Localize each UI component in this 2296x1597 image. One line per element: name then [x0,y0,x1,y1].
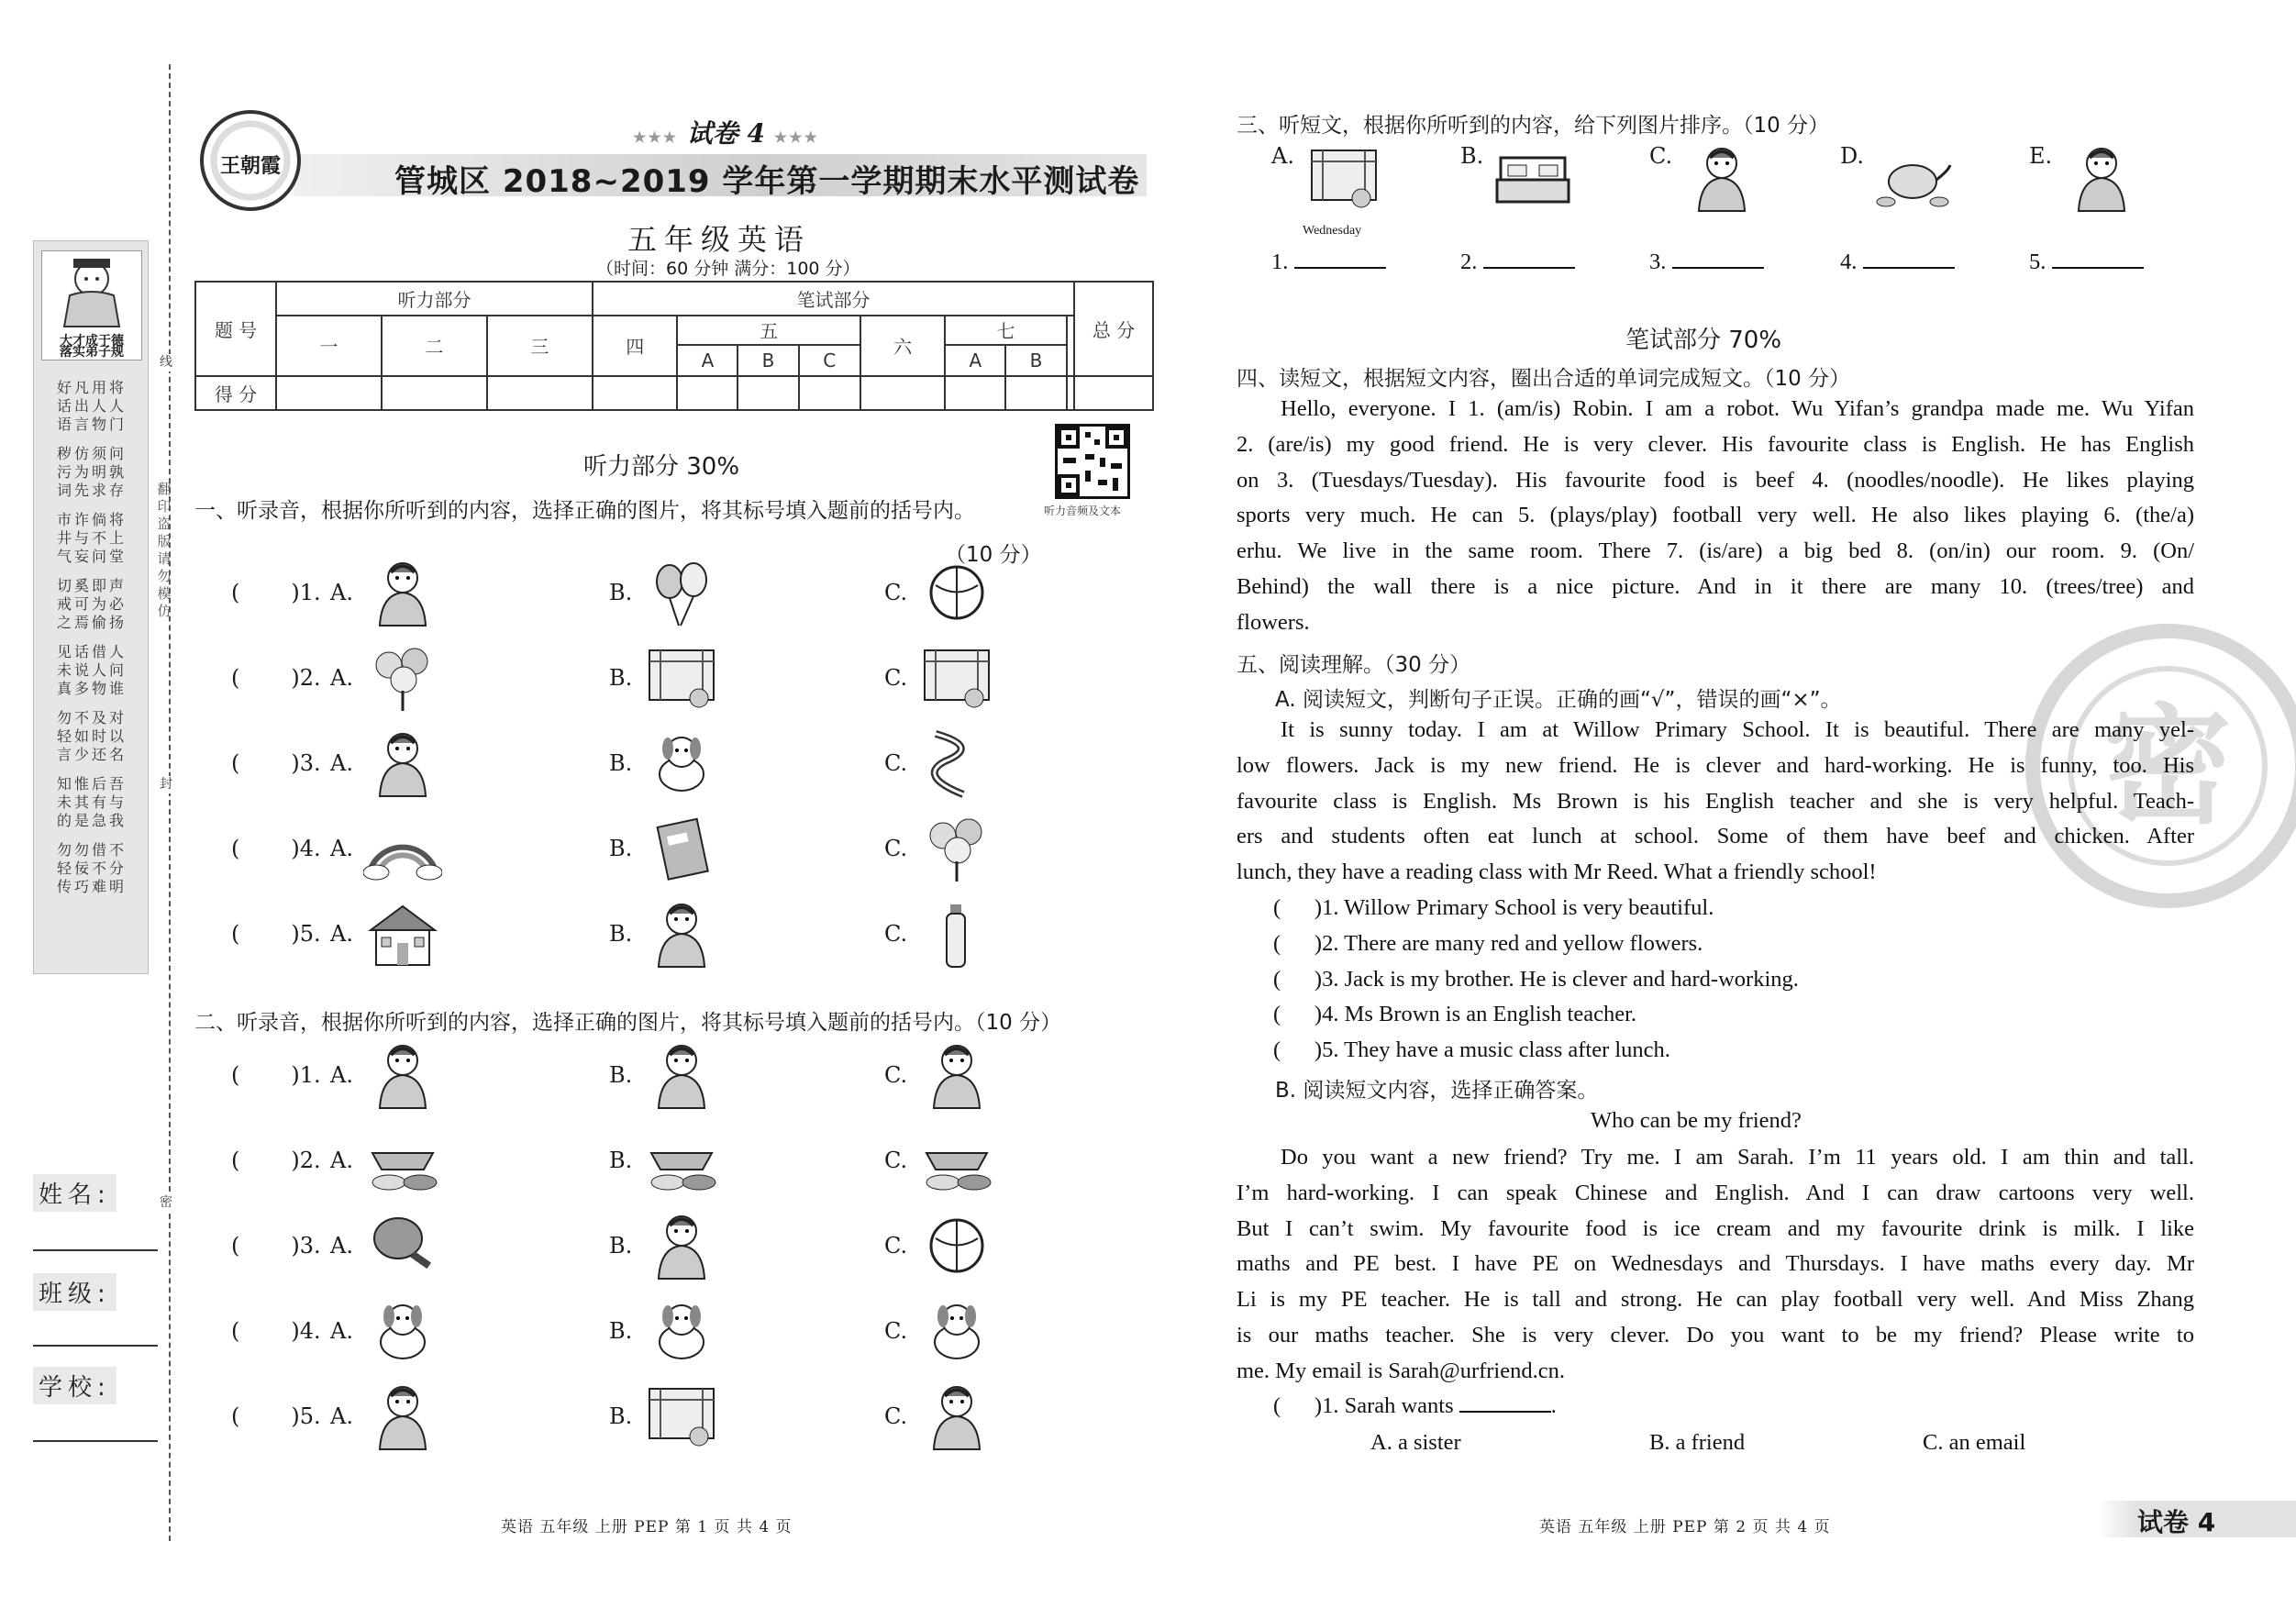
score-cell[interactable] [1005,376,1066,410]
option-letter[interactable]: A. [330,1318,353,1344]
written-section-title: 笔试部分 70% [1625,327,1782,354]
bracket-open: ( [231,1062,240,1088]
blank-number: 2. [1460,250,1478,274]
option-letter[interactable]: B. [609,580,633,605]
poem-line: 污为明孰 [56,463,127,481]
header-written: 笔试部分 [593,282,1074,316]
poem-line: 话出人人 [56,397,127,415]
question-number: 2. [299,665,321,691]
ordering-blank[interactable] [1649,250,1764,275]
calendar-wednesday-icon [1304,143,1383,213]
option-letter[interactable]: A. [330,836,353,861]
question-number: 3. [299,1233,321,1259]
dancing-girl-icon[interactable] [363,1381,442,1451]
bracket-close: ) [291,1318,300,1344]
poem-line: 语言物门 [56,416,127,433]
option-letter[interactable]: B. [609,1403,633,1429]
baby-crawling-icon[interactable] [363,558,442,627]
binding-dashed-line [169,64,171,1541]
poem-line: 知惟后吾 [56,775,127,793]
exam-time-info: （时间：60 分钟 满分：100 分） [596,259,860,279]
exam-title: 管城区 2018~2019 学年第一学期期末水平测试卷 [394,163,1140,200]
bracket-close: ) [291,836,300,861]
passage-line: sports very much. He can 5. (plays/play) football very well. He also likes playing 6. (the/a) [1237,503,2194,528]
option-letter[interactable]: C. [884,665,908,691]
poem-line: 市诈倘将 [56,511,127,528]
true-false-statement [1273,895,1714,921]
bracket-open: ( [231,1148,240,1173]
question-number: 5. [299,921,321,947]
part2-instruction: 二、听录音，根据你所听到的内容，选择正确的图片，将其标号填入题前的括号内。（10 分） [194,1011,1062,1035]
class-input-line[interactable] [33,1345,158,1347]
bracket-open: ( [231,665,240,691]
statement-text: 1. Willow Primary School is very beautiful. [1322,895,1714,920]
poem-line: 轻佞不分 [56,859,127,877]
answer-bracket[interactable] [231,921,341,947]
passage-line: me. My email is Sarah@urfriend.cn. [1237,1358,1565,1383]
passage-line: on 3. (Tuesdays/Tuesday). His favourite food is beef 4. (noodles/noodle). He likes playing [1237,467,2194,493]
passage-line: I’m hard-working. I can speak Chinese and English. And I can draw cartoons very well. [1237,1180,2194,1205]
question-number: 3. [299,750,321,776]
mascot-panel [33,240,149,974]
passage-line: Behind) the wall there is a nice picture. And in it there are many 10. (trees/tree) and [1237,574,2194,599]
scholar-icon [42,251,141,328]
blank-line[interactable] [1483,250,1575,269]
statement-text: 3. Jack is my brother. He is clever and hard-working. [1322,966,1799,992]
page1-footer: 英语 五年级 上册 PEP 第 1 页 共 4 页 [501,1518,793,1536]
answer-bracket[interactable]: ( ) [1273,1037,1323,1063]
col-6: 六 [860,316,946,377]
boy-reading-icon [2062,143,2141,213]
dog-with-ball-icon[interactable] [917,1296,996,1366]
poem-line: 好凡用将 [56,379,127,396]
option-letter[interactable]: C. [884,1233,908,1259]
vertical-note-char: 盗 [157,516,172,532]
choice-b[interactable]: B. a friend [1649,1430,1746,1455]
part3-option-letter: B. [1460,143,1484,169]
question-number: 2. [299,1148,321,1173]
answer-bracket[interactable] [231,1148,341,1173]
true-false-statement [1273,1037,1670,1063]
score-cell[interactable] [382,376,487,410]
passage-line: Li is my PE teacher. He is tall and strong. He can play football very well. And Miss Zhang [1237,1287,2194,1313]
answer-bracket[interactable]: ( ) [1273,1393,1323,1418]
poem-line [39,830,144,841]
ping-pong-paddle-icon[interactable] [363,1211,442,1281]
rainbow-icon[interactable] [363,814,442,883]
score-cell[interactable] [1067,376,1074,410]
poem-line [39,500,144,511]
name-input-line[interactable] [33,1249,158,1251]
col-5c: C [799,345,860,376]
passage-line: Do you want a new friend? Try me. I am Sarah. I’m 11 years old. I am thin and tall. [1281,1145,2194,1170]
bind-label-seal: 封 [154,776,178,793]
old-woman-icon[interactable] [363,1040,442,1110]
qr-code-icon[interactable] [1055,424,1130,499]
bracket-close: ) [291,1233,300,1259]
sandwich-juice-icon[interactable] [642,1126,721,1195]
poem-line: 传巧难明 [56,878,127,895]
score-cell[interactable] [487,376,593,410]
great-wall-icon[interactable] [917,643,996,713]
option-letter[interactable]: B. [609,1318,633,1344]
statement-text: 2. There are many red and yellow flowers. [1322,930,1703,956]
blank-number: 5. [2029,250,2046,274]
part1-points: （10 分） [945,543,1042,567]
option-letter[interactable]: A. [330,921,353,947]
part5a-instruction: A. 阅读短文，判断句子正误。正确的画“√”，错误的画“×”。 [1275,688,1842,712]
rabbit-icon[interactable] [642,728,721,798]
boy-watering-plant-icon[interactable] [642,899,721,969]
poem-line [39,566,144,577]
option-letter[interactable]: B. [609,665,633,691]
poem-line: 秽仿须问 [56,445,127,462]
winding-road-icon[interactable] [917,728,996,798]
basketball-icon[interactable] [917,1211,996,1281]
row-score-label: 得 分 [195,376,276,410]
blank-number: 3. [1649,250,1667,274]
brand-logo [200,110,301,211]
ordering-blank[interactable] [1460,250,1575,275]
name-label: 姓名: [33,1174,116,1212]
poem-line: 见话借人 [56,643,127,660]
option-letter[interactable]: C. [884,580,908,605]
house-icon[interactable] [363,899,442,969]
bracket-close: ) [291,1148,300,1173]
bracket-open: ( [231,1403,240,1429]
answer-bracket[interactable] [231,1062,341,1088]
option-letter[interactable]: C. [884,921,908,947]
col-7b: B [1005,345,1066,376]
vertical-note-char: 印 [157,498,172,515]
col-5b: B [738,345,798,376]
vertical-note-char: 仿 [157,603,172,619]
poem-line: 之焉偷扬 [56,614,127,631]
school-label: 学校: [33,1367,116,1404]
qr-caption: 听力音频及文本 [1044,505,1122,517]
score-cell[interactable] [738,376,798,410]
passage-line: low flowers. Jack is my new friend. He is clever and hard-working. He is funny, too. His [1237,752,2194,778]
option-letter[interactable]: A. [330,580,353,605]
passage-line: flowers. [1237,609,1310,635]
col-7a: A [945,345,1005,376]
poem-line: 井与不上 [56,529,127,547]
pizza-sandwich-milk-icon[interactable] [917,1126,996,1195]
poem-line [39,698,144,709]
bind-label-line: 线 [154,354,178,372]
curtains-icon[interactable] [642,643,721,713]
answer-bracket[interactable]: ( ) [1273,1002,1323,1027]
dog-icon[interactable] [363,1296,442,1366]
option-letter[interactable]: C. [884,836,908,861]
passage-line: lunch, they have a reading class with Mr Reed. What a friendly school! [1237,859,1877,885]
answer-bracket[interactable] [231,1233,341,1259]
header-listening: 听力部分 [276,282,593,316]
true-false-statement [1273,967,1799,993]
option-letter[interactable]: C. [884,1148,908,1173]
vertical-note-char: 版 [157,533,172,549]
paper-number [633,114,819,150]
vertical-note-char: 翻 [157,481,172,497]
bracket-open: ( [231,750,240,776]
option-letter[interactable]: A. [330,1062,353,1088]
man-at-desk-icon[interactable] [917,1040,996,1110]
ordering-blank[interactable] [1840,250,1955,275]
passage-line: 2. (are/is) my good friend. He is very clever. His favourite class is English. He has English [1237,431,2194,457]
balloons-icon[interactable] [642,558,721,627]
teacher-at-board-icon[interactable] [642,1381,721,1451]
answer-bracket[interactable] [231,580,341,605]
score-cell[interactable] [1074,376,1153,410]
question-number: 4. [299,1318,321,1344]
question-number: 4. [299,836,321,861]
answer-bracket[interactable]: ( ) [1273,895,1323,920]
answer-bracket[interactable]: ( ) [1273,966,1323,992]
passage-line: erhu. We live in the same room. There 7. (is/are) a big bed 8. (on/in) our room. 9. (On/ [1237,538,2194,564]
sandwich-pizza-soup-icon[interactable] [363,1126,442,1195]
passage-line: It is sunny today. I am at Willow Primary School. It is beautiful. There are many yel- [1281,717,2194,742]
part1-instruction: 一、听录音，根据你所听到的内容，选择正确的图片，将其标号填入题前的括号内。 [194,499,975,523]
passage-line: maths and PE best. I have PE on Wednesdays and Thursdays. I have maths every day. Mr [1237,1251,2194,1277]
bracket-close: ) [291,580,300,605]
score-cell[interactable] [860,376,946,410]
option-letter[interactable]: A. [330,665,353,691]
corner-paper-label: 试卷 4 [2137,1507,2216,1537]
ordering-blank[interactable] [2029,250,2144,275]
col-3: 三 [487,316,593,377]
bind-label-secret: 密 [154,1194,178,1212]
score-cell[interactable] [593,376,678,410]
passage-line: Hello, everyone. I 1. (am/is) Robin. I am a robot. Wu Yifan’s grandpa made me. Wu Yifan [1281,396,2194,421]
bracket-open: ( [231,1233,240,1259]
option-letter[interactable]: A. [330,750,353,776]
part3-instruction: 三、听短文，根据你所听到的内容，给下列图片排序。（10 分） [1237,114,1830,138]
option-letter[interactable]: C. [884,1318,908,1344]
girl-umbrella-rain-icon[interactable] [363,728,442,798]
answer-bracket[interactable] [231,1403,341,1429]
part5b-title: Who can be my friend? [1591,1108,1802,1133]
question-end: . [1550,1393,1557,1418]
bracket-open: ( [231,836,240,861]
water-bottle-icon[interactable] [917,899,996,969]
poem-line: 未说人问 [56,661,127,679]
option-letter[interactable]: C. [884,750,908,776]
class-label: 班级: [33,1273,116,1311]
col-1: 一 [276,316,382,377]
bracket-open: ( [231,921,240,947]
question-number: 1. [299,1062,321,1088]
choice-a[interactable]: A. a sister [1370,1430,1461,1455]
part5b-instruction: B. 阅读短文内容，选择正确答案。 [1275,1079,1599,1103]
statement-text: 4. Ms Brown is an English teacher. [1322,1002,1637,1027]
poem-line: 切奚即声 [56,577,127,594]
score-cell[interactable] [945,376,1005,410]
score-table [194,281,1154,411]
answer-bracket[interactable]: ( ) [1273,930,1323,956]
ball-and-dog-icon[interactable] [642,1296,721,1366]
poem-line: 戒可为必 [56,595,127,613]
col-5a: A [677,345,738,376]
score-cell[interactable] [677,376,738,410]
option-letter[interactable]: B. [609,921,633,947]
listening-section-title: 听力部分 30% [583,453,740,481]
option-letter[interactable]: B. [609,1062,633,1088]
option-letter[interactable]: A. [330,1233,353,1259]
option-letter[interactable]: B. [609,1148,633,1173]
school-input-line[interactable] [33,1440,158,1442]
blank-number: 4. [1840,250,1858,274]
poem-line [39,632,144,643]
picture-caption: Wednesday [1303,224,1362,238]
true-false-statement [1273,1002,1636,1027]
bracket-open: ( [231,580,240,605]
option-letter[interactable]: B. [609,750,633,776]
math-book-icon[interactable] [642,814,721,883]
answer-bracket[interactable] [231,836,341,861]
col-5: 五 [677,316,860,345]
soccer-ball-icon[interactable] [917,558,996,627]
question-number: 1. [299,580,321,605]
poem-line: 真多物谁 [56,680,127,697]
header-total: 总 分 [1074,282,1153,376]
poem-line [39,764,144,775]
blank-number: 1. [1271,250,1289,274]
statement-text: 5. They have a music class after lunch. [1322,1037,1670,1063]
passage-line: is our maths teacher. She is very clever. Do you want to be my friend? Please write to [1237,1323,2194,1347]
answer-bracket[interactable] [231,1318,341,1344]
star-decoration-icon: ★★★ [773,128,819,146]
stamp-char: 密 [2068,666,2268,866]
paper-number-text: 试卷 4 [686,118,766,149]
question-number: 5. [299,1403,321,1429]
true-false-statement [1273,931,1703,957]
poem-line: 词先求存 [56,482,127,499]
man-presenting-icon[interactable] [917,1381,996,1451]
question-text: 1. Sarah wants [1322,1393,1454,1418]
blank-line[interactable] [2052,250,2144,269]
passage-line: But I can’t swim. My favourite food is ice cream and my favourite drink is milk. I like [1237,1215,2194,1241]
option-letter[interactable]: A. [330,1148,353,1173]
option-letter[interactable]: B. [609,836,633,861]
poem-line: 言少还名 [56,746,127,763]
vertical-note-char: 勿 [157,568,172,584]
answer-blank[interactable] [1459,1394,1551,1413]
vertical-anti-piracy-note [154,481,174,620]
flowers-icon[interactable] [917,814,996,883]
option-letter[interactable]: C. [884,1062,908,1088]
option-letter[interactable]: B. [609,1233,633,1259]
star-decoration-icon: ★★★ [633,128,679,146]
vertical-note-char: 模 [157,585,172,602]
score-cell[interactable] [276,376,382,410]
col-7: 七 [945,316,1066,345]
part3-option-letter: A. [1271,143,1294,169]
bracket-close: ) [291,921,300,947]
page2-footer: 英语 五年级 上册 PEP 第 2 页 共 4 页 [1539,1518,1831,1536]
blank-line[interactable] [1863,250,1955,269]
col-4: 四 [593,316,678,377]
passage-line: favourite class is English. Ms Brown is his English teacher and she is very helpful. Teach- [1237,788,2194,814]
part5-instruction: 五、阅读理解。（30 分） [1237,653,1471,677]
score-cell[interactable] [799,376,860,410]
part3-option-letter: C. [1649,143,1673,169]
part3-option-letter: D. [1840,143,1865,169]
part3-option-letter: E. [2029,143,2053,169]
poem-line: 勿勿借不 [56,841,127,859]
col-2: 二 [382,316,487,377]
bracket-close: ) [291,1403,300,1429]
part4-instruction: 四、读短文，根据短文内容，圈出合适的单词完成短文。（10 分） [1237,367,1851,391]
choice-c[interactable]: C. an email [1923,1430,2026,1455]
bracket-open: ( [231,1318,240,1344]
part5b-question [1273,1393,1557,1419]
vertical-note-char: 请 [157,550,172,567]
option-letter[interactable]: C. [884,1403,908,1429]
passage-line: ers and students often eat lunch at school. Some of them have beef and chicken. After [1237,824,2194,849]
poem-line [39,434,144,445]
poem-line: 气妄问堂 [56,548,127,565]
bracket-close: ) [291,750,300,776]
subject-title: 五年级英语 [627,222,812,257]
bracket-close: ) [291,1062,300,1088]
poem-line: 未其有与 [56,793,127,811]
poem-line: 勿不及对 [56,709,127,726]
woman-glasses-icon [1682,143,1761,213]
blank-line[interactable] [1294,250,1386,269]
woman-short-hair-icon[interactable] [642,1040,721,1110]
header-question-no: 题 号 [195,282,276,376]
windy-tree-icon[interactable] [363,643,442,713]
logo-text: 王朝霞 [219,154,281,178]
blank-line[interactable] [1672,250,1764,269]
boy-jumping-icon[interactable] [642,1211,721,1281]
poem-line: 轻如时以 [56,727,127,745]
motto-line-1: 大才成于德 [60,334,124,349]
poem-line: 的是急我 [56,812,127,829]
poem-columns [39,379,144,896]
bracket-close: ) [291,665,300,691]
teapot-icon [1873,143,1952,213]
ordering-blank[interactable] [1271,250,1386,275]
motto-line-2: 落实弟子规 [60,345,124,360]
answer-bracket[interactable] [231,665,341,691]
bed-icon [1493,143,1572,213]
option-letter[interactable]: A. [330,1403,353,1429]
answer-bracket[interactable] [231,750,341,776]
